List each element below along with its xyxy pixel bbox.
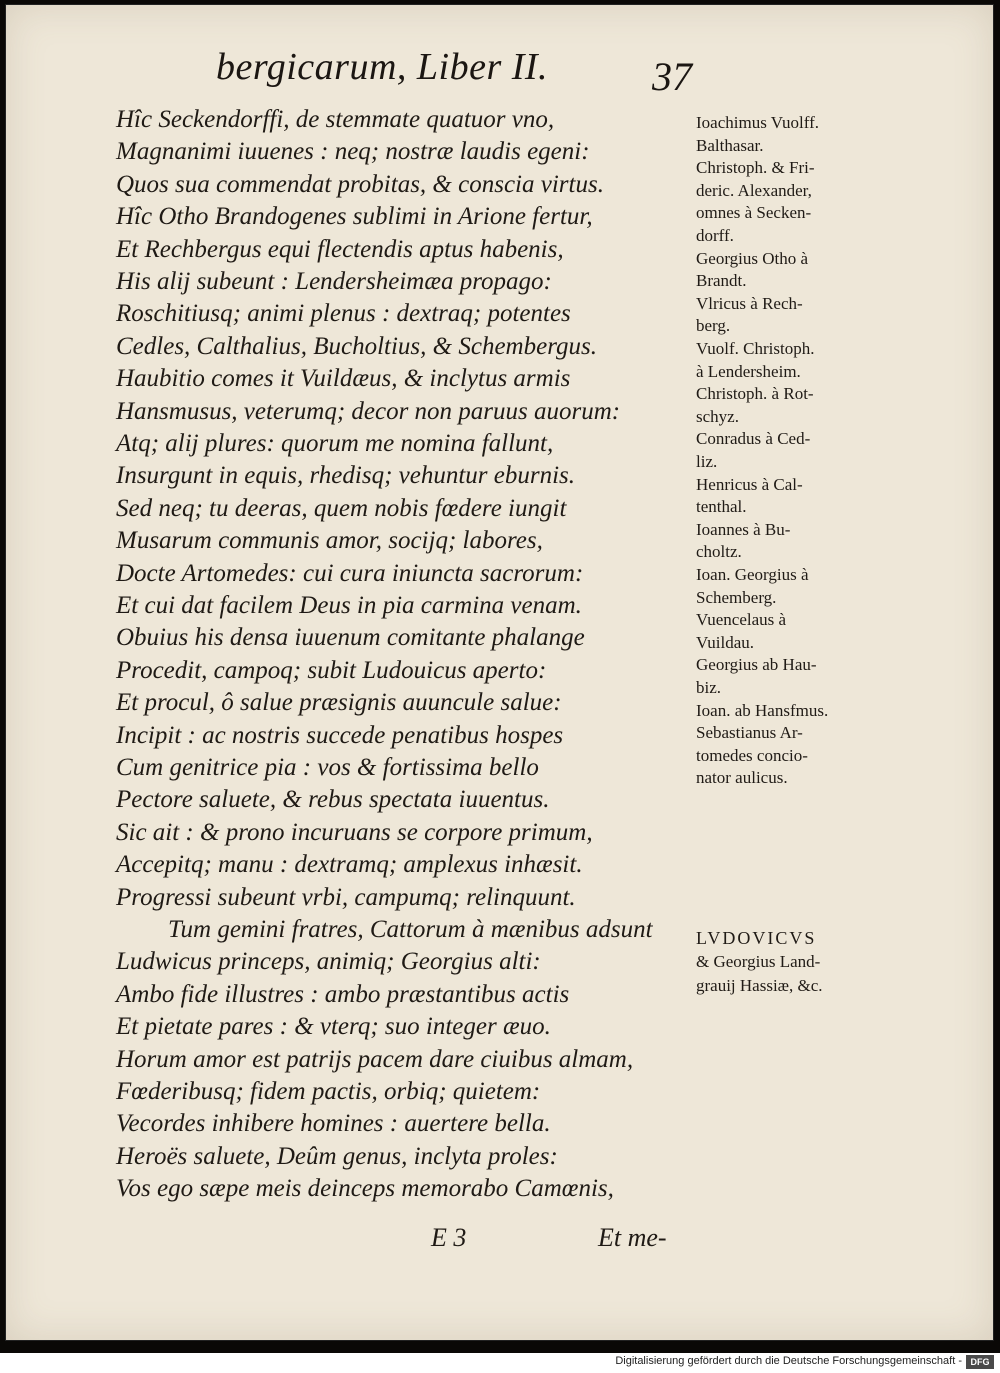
marginal-note-line: biz. xyxy=(696,678,722,697)
verse-line: Et Rechbergus equi flectendis aptus habenis, xyxy=(116,235,564,263)
marginal-note-line: LVDOVICVS xyxy=(696,928,817,948)
marginal-note-line: Georgius ab Hau- xyxy=(696,655,817,675)
verse-line: Sed neq; tu deeras, quem nobis fœdere iungit xyxy=(116,494,567,522)
marginal-note-line: tomedes concio- xyxy=(696,745,808,765)
verse-line: Fœderibusq; fidem pactis, orbiq; quietem: xyxy=(116,1078,541,1105)
verse-line: Quos sua commendat probitas, & conscia virtus. xyxy=(116,170,604,198)
verse-line: Cedles, Calthalius, Bucholtius, & Schembergus. xyxy=(116,332,597,360)
marginal-note-line: Brandt. xyxy=(696,271,747,291)
marginal-note-line: omnes à Secken- xyxy=(696,203,812,223)
marginal-note-line: grauij Hassiæ, &c. xyxy=(696,976,823,995)
marginal-note-line: tenthal. xyxy=(696,497,747,517)
footer-credit: Digitalisierung gefördert durch die Deutsche Forschungsgemeinschaft - xyxy=(615,1355,962,1367)
verse-line: Et cui dat facilem Deus in pia carmina venam. xyxy=(116,592,582,619)
verse-line: Insurgunt in equis, rhedisq; vehuntur eburnis. xyxy=(116,462,576,490)
marginal-note-line: Georgius Otho à xyxy=(696,248,809,268)
marginal-note-line: berg. xyxy=(696,316,731,336)
verse-line: Heroës saluete, Deûm genus, inclyta proles: xyxy=(116,1142,558,1170)
signature-mark: E 3 xyxy=(431,1223,467,1252)
marginal-note-line: Christoph. & Fri- xyxy=(696,158,815,178)
marginal-note-line: dorff. xyxy=(696,226,734,245)
verse-line: Cum genitrice pia : vos & fortissima bello xyxy=(116,754,539,781)
marginal-note-line: schyz. xyxy=(696,406,739,426)
verse-line: Sic ait : & prono incuruans se corpore primum, xyxy=(116,818,593,846)
verse-line: Magnanimi iuuenes : neq; nostræ laudis egeni: xyxy=(116,138,590,166)
marginal-note-line: Conradus à Ced- xyxy=(696,429,811,449)
verse-line: Pectore saluete, & rebus spectata iuuentus. xyxy=(116,786,550,814)
marginal-note-line: Christoph. à Rot- xyxy=(696,384,814,404)
verse-line: Vecordes inhibere homines : auertere bella. xyxy=(116,1110,551,1138)
marginal-note-line: Vuildau. xyxy=(696,632,754,652)
verse-line: Hansmusus, veterumq; decor non paruus auorum: xyxy=(116,397,621,425)
verse-line: Et pietate pares : & vterq; suo integer æuo. xyxy=(116,1013,551,1041)
verse-line: Obuius his densa iuuenum comitante phalange xyxy=(116,624,585,652)
footer-bar xyxy=(0,1353,1000,1373)
marginal-note-line: Vuencelaus à xyxy=(696,610,787,630)
verse-line: Atq; alij plures: quorum me nomina fallunt, xyxy=(116,430,554,457)
marginal-note-line: Schemberg. xyxy=(696,587,777,607)
marginal-note-line: à Lendersheim. xyxy=(696,361,801,381)
verse-line: Musarum communis amor, socijq; labores, xyxy=(116,527,543,555)
verse-line: Vos ego sæpe meis deinceps memorabo Camœnis, xyxy=(116,1175,614,1203)
verse-line: His alij subeunt : Lendersheimæa propago: xyxy=(116,268,552,295)
verse-line: Docte Artomedes: cui cura iniuncta sacrorum: xyxy=(116,559,584,587)
verse-line: Accepitq; manu : dextramq; amplexus inhæsit. xyxy=(116,851,583,879)
book-page xyxy=(5,4,994,1341)
marginal-note-line: deric. Alexander, xyxy=(696,180,812,200)
verse-line: Progressi subeunt vrbi, campumq; relinquunt. xyxy=(116,883,576,911)
verse-line: Hîc Otho Brandogenes sublimi in Arione fertur, xyxy=(116,203,593,231)
page-number: 37 xyxy=(652,54,692,99)
marginal-note-line: Balthasar. xyxy=(696,135,764,155)
marginal-note-line: Ioan. Georgius à xyxy=(696,565,809,584)
catchword: Et me- xyxy=(598,1223,667,1252)
marginal-note-line: choltz. xyxy=(696,542,742,562)
running-head: bergicarum, Liber II. xyxy=(216,46,549,88)
marginal-note-line: Ioannes à Bu- xyxy=(696,519,791,539)
verse-line: Et procul, ô salue præsignis auuncule salue: xyxy=(116,689,562,717)
marginal-note-line: Sebastianus Ar- xyxy=(696,723,803,743)
dfg-logo-icon: DFG xyxy=(966,1355,994,1369)
verse-line: Ambo fide illustres : ambo præstantibus actis xyxy=(116,980,570,1008)
verse-line: Horum amor est patrijs pacem dare ciuibus almam, xyxy=(116,1045,634,1073)
marginal-note-line: Vuolf. Christoph. xyxy=(696,339,815,358)
verse-line: Ludwicus princeps, animiq; Georgius alti: xyxy=(116,948,541,976)
verse-line: Roschitiusq; animi plenus : dextraq; potentes xyxy=(116,300,571,328)
marginal-note-line: nator aulicus. xyxy=(696,768,788,788)
verse-line: Procedit, campoq; subit Ludouicus aperto: xyxy=(116,656,547,684)
verse-line: Tum gemini fratres, Cattorum à mænibus adsunt xyxy=(168,916,653,943)
marginal-note-line: Ioachimus Vuolff. xyxy=(696,113,820,132)
verse-line: Haubitio comes it Vuildæus, & inclytus armis xyxy=(116,365,571,393)
marginal-note-line: liz. xyxy=(696,452,718,471)
marginal-note-line: & Georgius Land- xyxy=(696,952,821,971)
marginal-note-line: Henricus à Cal- xyxy=(696,474,803,494)
marginal-note-line: Ioan. ab Hansfmus. xyxy=(696,700,829,720)
marginal-note-line: Vlricus à Rech- xyxy=(696,293,803,313)
verse-line: Hîc Seckendorffi, de stemmate quatuor vno, xyxy=(116,106,555,133)
verse-line: Incipit : ac nostris succede penatibus hospes xyxy=(116,721,564,749)
